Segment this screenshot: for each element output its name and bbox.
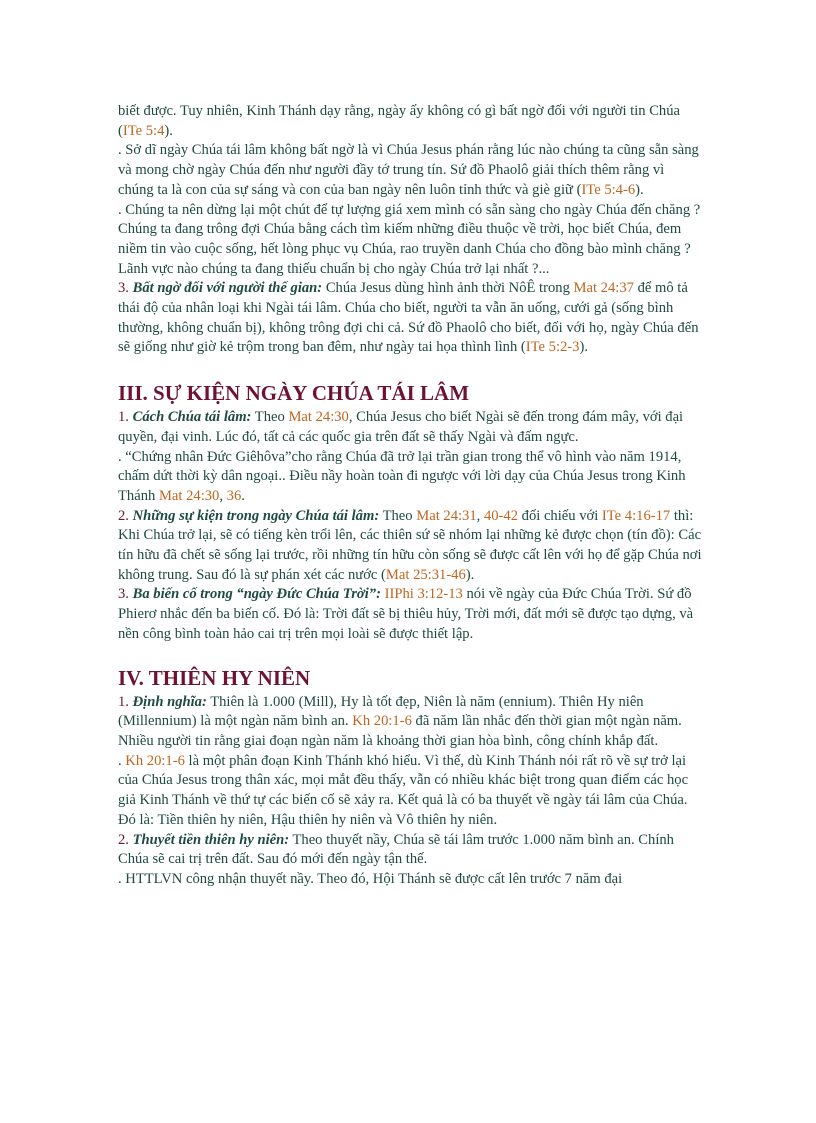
item-number: 1.	[118, 693, 129, 710]
item-three-events	[118, 585, 703, 644]
paragraph-text: .	[241, 487, 245, 504]
paragraph-text: ).	[579, 339, 588, 356]
item-label: Những sự kiện trong ngày Chúa tái lâm:	[132, 507, 380, 524]
paragraph-text: Thiên là 1.000 (Mill), Hy là tốt đẹp, Niên là năm (ennium). Thiên Hy niên (Millennium) là một ngàn năm bình an.	[118, 693, 644, 730]
paragraph-text: đã năm lần nhắc đến thời gian một ngàn năm. Nhiều người tin rằng giai đoạn ngàn năm là khoảng thời gian hòa bình, công chính khắp đất.	[118, 713, 682, 749]
scripture-ref[interactable]: Mat 24:37	[573, 280, 634, 297]
scripture-ref[interactable]: 40-42	[483, 507, 518, 524]
item-number: 1.	[118, 409, 129, 426]
document-page	[118, 102, 703, 890]
paragraph-reason	[118, 141, 703, 200]
item-manner-of-return	[118, 408, 703, 447]
item-label: Cách Chúa tái lâm:	[132, 409, 252, 426]
section-heading-iv: IV. THIÊN HY NIÊN	[118, 665, 311, 690]
scripture-ref[interactable]: ITe 4:16-17	[601, 507, 671, 524]
paragraph-text: Theo thuyết nầy, Chúa sẽ tái lâm trước 1.000 năm bình an. Chính Chúa sẽ cai trị trên đất. Sau đó mới đến ngày tận thế.	[118, 831, 674, 868]
paragraph-text: ,	[219, 487, 227, 504]
paragraph-text: ).	[635, 181, 644, 198]
scripture-ref[interactable]: IIPhi 3:12-13	[384, 586, 463, 603]
paragraph-text: , Chúa Jesus cho biết Ngài sẽ đến trong đám mây, với đại quyền, đại vinh. Lúc đó, tất cả các quốc gia trên đất sẽ thấy Ngài và đấm ngực.	[118, 409, 684, 445]
scripture-ref[interactable]: ITe 5:4	[122, 122, 165, 139]
paragraph-text: thì: Khi Chúa trở lại, sẽ có tiếng kèn trổi lên, các thiên sứ sẽ nhóm lại những kẻ được chọn (tín đồ): Các tín hữu đã chết sẽ sống lại trước, rồi những tín hữu còn sống sẽ được cất lên với họ để gặp Chúa nơi không trung. Sau đó là sự phán xét các nước (	[118, 507, 702, 583]
paragraph-text: Theo	[251, 409, 289, 426]
paragraph-httlvn-note	[118, 870, 703, 890]
item-label: Định nghĩa:	[132, 693, 207, 710]
item-number: 3.	[118, 586, 129, 603]
paragraph-text: đối chiếu với	[518, 507, 602, 524]
paragraph-text: biết được. Tuy nhiên, Kinh Thánh dạy rằng, ngày ấy không có gì bất ngờ đối với người tin Chúa (	[118, 103, 681, 139]
paragraph-text: . “Chứng nhân Đức Giêhôva”cho rằng Chúa đã trở lại trần gian trong thể vô hình vào năm 1914, chấm dứt thời kỳ dân ngoại.. Điều nầy hoàn toàn đi ngược với lời dạy của Chúa Jesus trong Kinh Thánh	[118, 448, 686, 504]
scripture-ref[interactable]: Kh 20:1-6	[352, 713, 412, 730]
item-label: Ba biến cố trong “ngày Đức Chúa Trời”:	[132, 586, 381, 603]
scripture-ref[interactable]: Mat 24:31	[416, 507, 477, 524]
item-number: 2.	[118, 831, 129, 848]
scripture-ref[interactable]: ITe 5:4-6	[581, 181, 636, 198]
item-label: Thuyết tiền thiên hy niên:	[132, 831, 290, 848]
paragraph-text: để mô tả thái độ của nhân loại khi Ngài tái lâm. Chúa cho biết, người ta vẫn ăn uống, cưới gả (sống bình thường, không chuẩn bị), không trông đợi chi cả. Sứ đồ Phaolô cho biết, đối với họ, ngày Chúa đến sẽ giống như giờ kẻ trộm trong ban đêm, như ngày tai họa thình lình (	[118, 280, 699, 356]
scripture-ref[interactable]: ITe 5:2-3	[525, 339, 580, 356]
item-label: Bất ngờ đối với người thế gian:	[132, 280, 323, 297]
paragraph-text: ).	[465, 566, 475, 583]
item-premillennialism	[118, 831, 703, 870]
paragraph-text: ,	[476, 507, 484, 524]
paragraph-jehovah-witness-note	[118, 448, 703, 507]
paragraph-text: .	[118, 752, 126, 769]
paragraph-text: . Chúng ta nên dừng lại một chút để tự lượng giá xem mình có sẵn sàng cho ngày Chúa đến chăng ? Chúng ta đang trông đợi Chúa bằng cách tìm kiếm những điều thuộc về trời, học biết Chúa, đem niềm tin vào cuộc sống, hết lòng phục vụ Chúa, rao truyền danh Chúa cho đồng bào mình chăng ? Lãnh vực nào chúng ta đang thiếu chuẩn bị cho ngày Chúa trở lại nhất ?...	[118, 201, 701, 277]
paragraph-text: ).	[164, 122, 173, 139]
paragraph-text: Chúa Jesus dùng hình ảnh thời NôÊ trong	[322, 280, 574, 297]
scripture-ref[interactable]: Mat 24:30	[288, 409, 349, 426]
paragraph-text: là một phân đoạn Kinh Thánh khó hiểu. Vì thế, dù Kinh Thánh nói rất rõ về sự trở lại của Chúa Jesus trong thân xác, mọi mắt đều thấy, vẫn có nhiều khác biệt trong quan điểm các học giả Kinh Thánh về thứ tự các biến cố sẽ xảy ra. Kết quả là có ba thuyết về ngày tái lâm của Chúa. Đó là: Tiền thiên hy niên, Hậu thiên hy niên và Vô thiên hy niên.	[118, 752, 689, 828]
paragraph-text: Theo	[379, 507, 417, 524]
scripture-ref[interactable]: 36	[226, 487, 242, 504]
item-number: 2.	[118, 507, 129, 524]
item-unexpected-world	[118, 279, 703, 358]
paragraph-text: . Sở dĩ ngày Chúa tái lâm không bất ngờ là vì Chúa Jesus phán rằng lúc nào chúng ta cũng sẵn sàng và mong chờ ngày Chúa đến như người đầy tớ trung tín. Sứ đồ Phaolô giải thích thêm rằng vì chúng ta là con của sự sáng và con của ban ngày nên luôn tỉnh thức và giè giữ (	[118, 142, 699, 198]
paragraph-self-evaluation	[118, 201, 703, 280]
item-events-of-return	[118, 507, 703, 586]
paragraph-interpretations	[118, 752, 703, 831]
scripture-ref[interactable]: Mat 24:30	[158, 487, 220, 504]
scripture-ref[interactable]: Kh 20:1-6	[125, 752, 185, 769]
paragraph-text: nói về ngày của Đức Chúa Trời. Sứ đồ Phierơ nhắc đến ba biến cố. Đó là: Trời đất sẽ bị thiêu hủy, Trời mới, đất mới sẽ được tạo dựng, và nền công bình toàn hảo cai trị trên mọi loài sẽ được thiết lập.	[118, 586, 694, 642]
item-definition	[118, 693, 703, 752]
item-number: 3.	[118, 280, 129, 297]
section-heading-iii: III. SỰ KIỆN NGÀY CHÚA TÁI LÂM	[118, 381, 470, 406]
paragraph-unexpected-believers	[118, 102, 703, 141]
scripture-ref[interactable]: Mat 25:31-46	[385, 566, 466, 583]
paragraph-text: . HTTLVN công nhận thuyết nầy. Theo đó, Hội Thánh sẽ được cất lên trước 7 năm đại	[118, 870, 623, 887]
